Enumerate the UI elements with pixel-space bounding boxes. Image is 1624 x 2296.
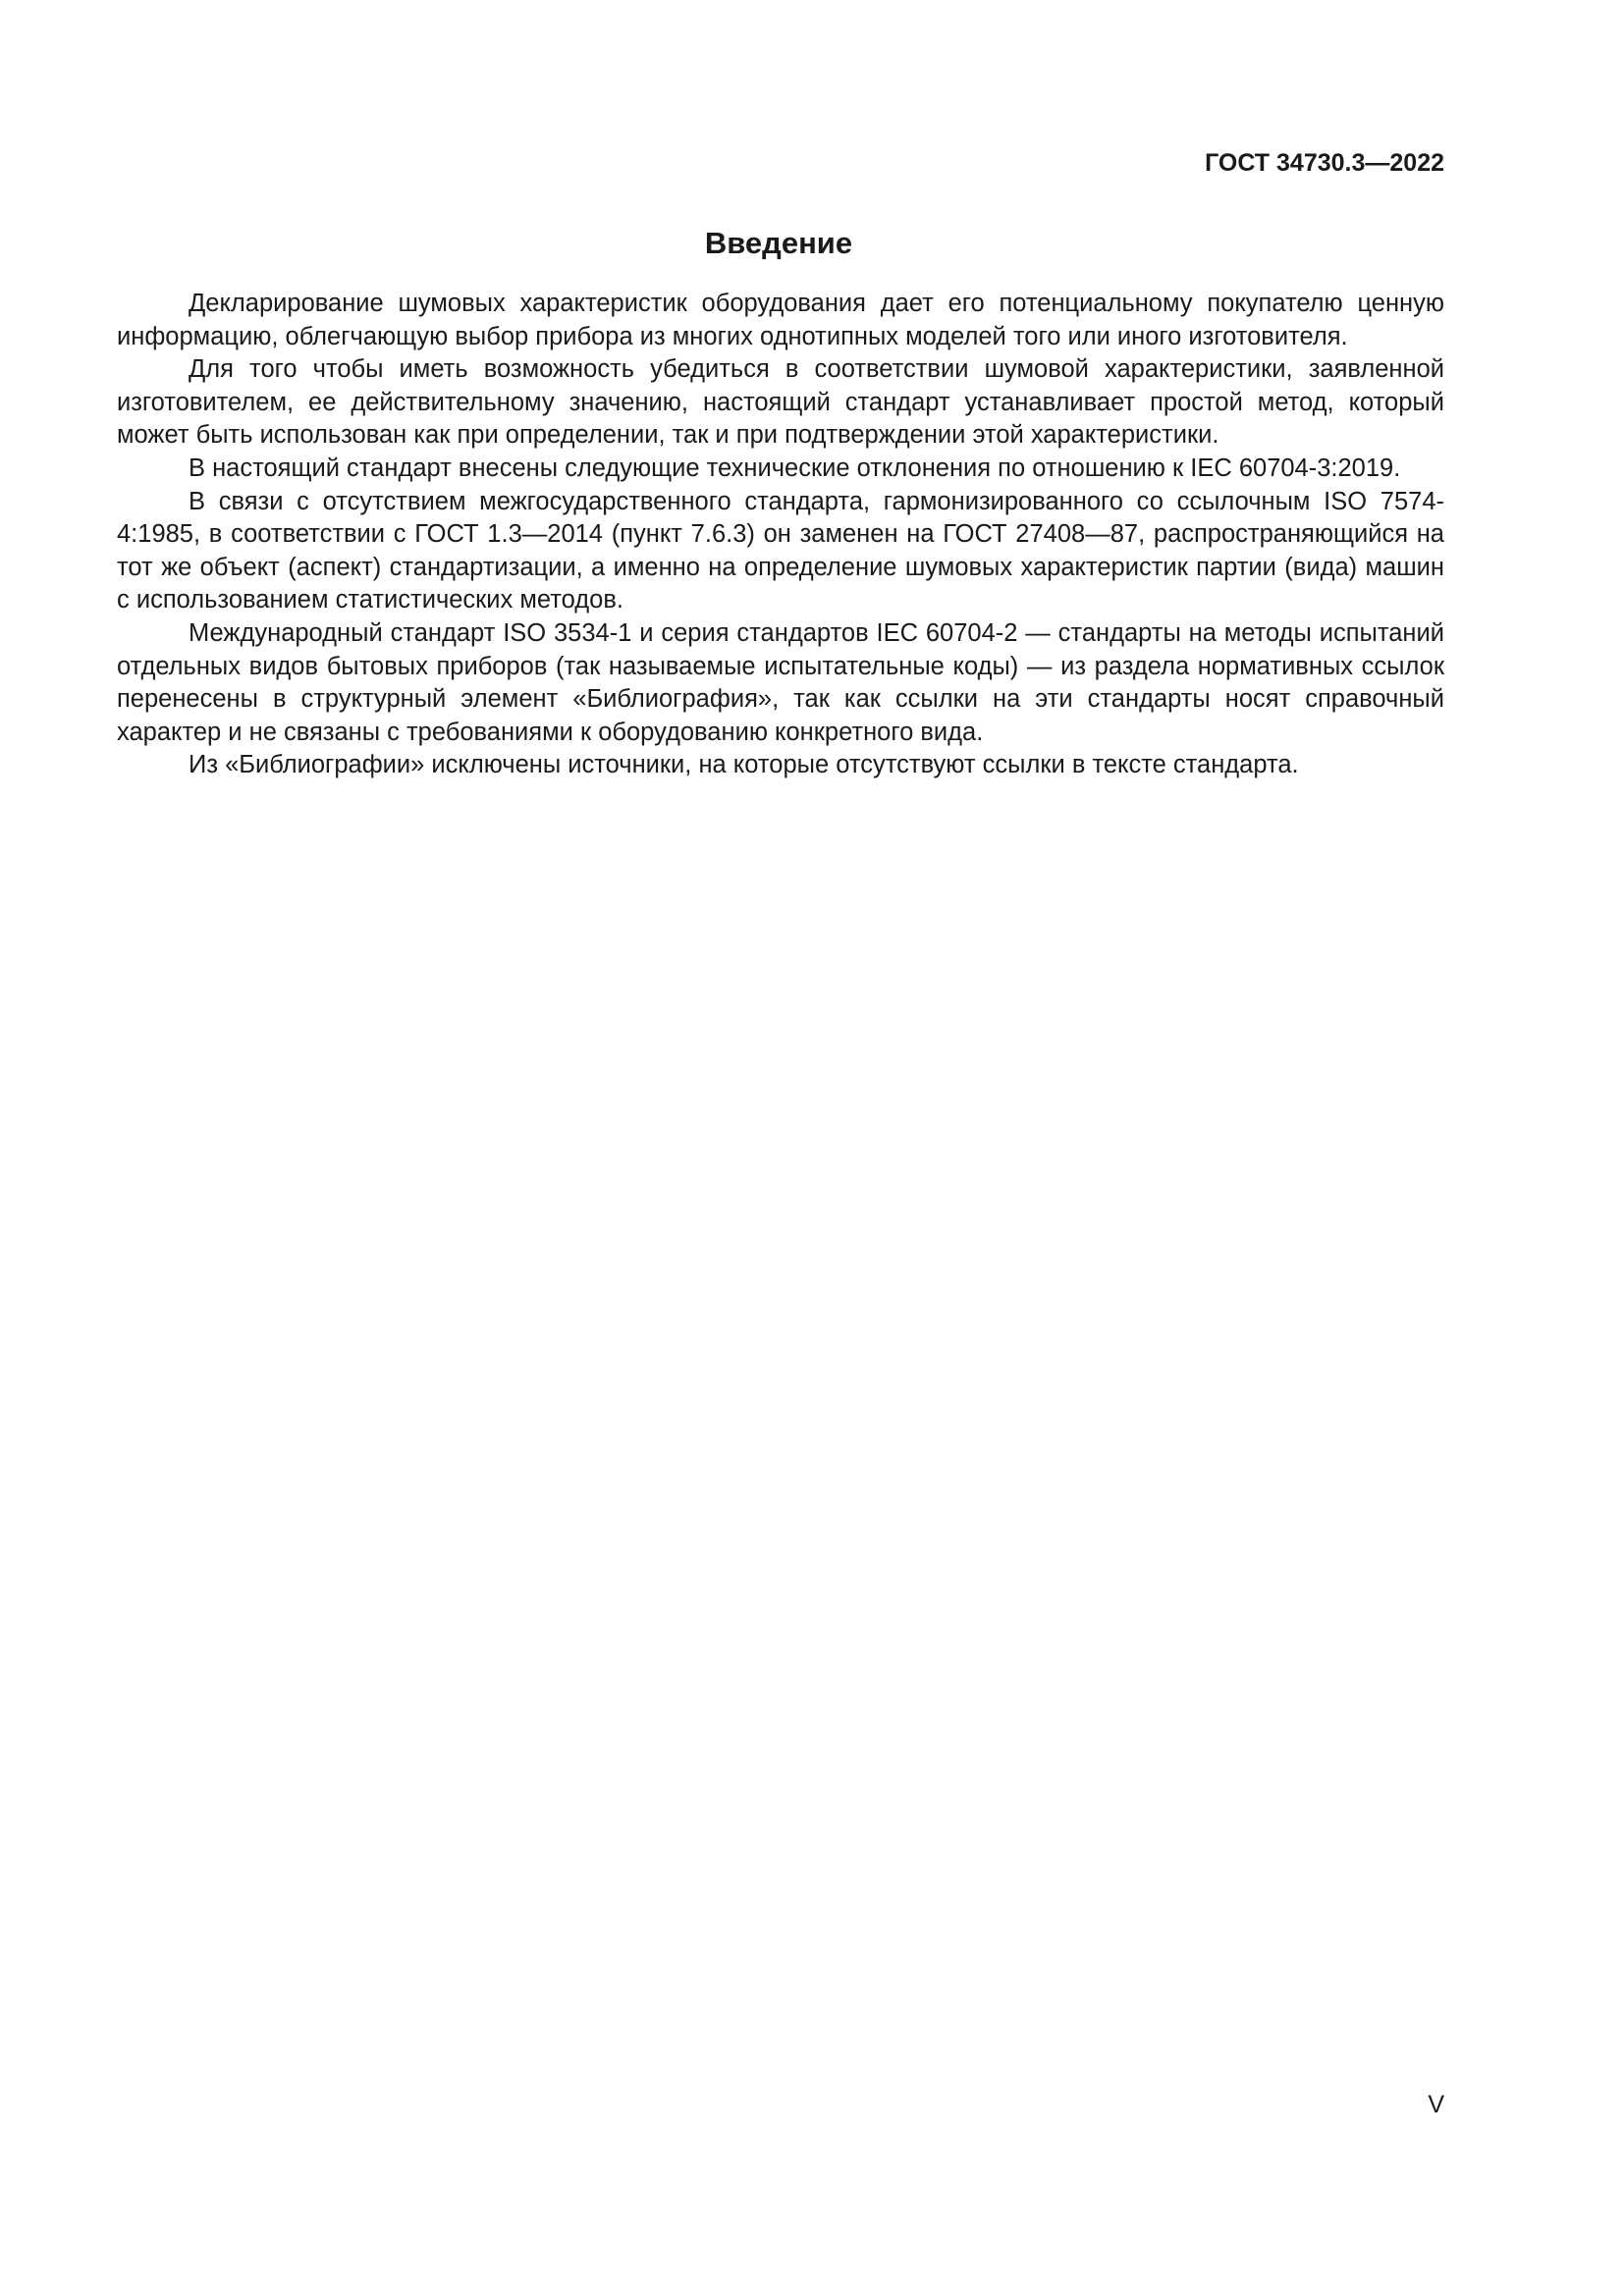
paragraph: Для того чтобы иметь возможность убедиться в соответствии шумовой характеристики, заявленной изготовителем, ее действительному значению, настоящий стандарт устанавливает простой метод, который может быть использован как при определении, так и при подтверждении этой характеристики. <box>117 355 1444 450</box>
paragraph: В настоящий стандарт внесены следующие технические отклонения по отношению к IEC 60704-3:2019. <box>189 454 1401 482</box>
paragraph: В связи с отсутствием межгосударственного стандарта, гармонизированного со ссылочным ISO 7574-4:1985, в соответствии с ГОСТ 1.3—2014 (пункт 7.6.3) он заменен на ГОСТ 27408—87, распространяющийся на тот же объект (аспект) стандартизации, а именно на определение шумовых характеристик партии (вида) машин с использованием статистических методов. <box>117 487 1444 614</box>
document-code: ГОСТ 34730.3—2022 <box>1205 149 1444 177</box>
page-number: V <box>1428 2091 1444 2118</box>
paragraph: Международный стандарт ISO 3534-1 и серия стандартов IEC 60704-2 — стандарты на методы испытаний отдельных видов бытовых приборов (так называемые испытательные коды) — из раздела нормативных ссылок перенесены в структурный элемент «Библиография», так как ссылки на эти стандарты носят справочный характер и не связаны с требованиями к оборудованию конкретного вида. <box>117 618 1444 746</box>
section-title: Введение <box>704 226 853 260</box>
paragraph: Декларирование шумовых характеристик оборудования дает его потенциальному покупателю ценную информацию, облегчающую выбор прибора из многих однотипных моделей того или иного изготовителя. <box>117 290 1444 350</box>
section-body <box>117 288 1444 782</box>
paragraph: Из «Библиографии» исключены источники, на которые отсутствуют ссылки в тексте стандарта. <box>189 751 1299 779</box>
